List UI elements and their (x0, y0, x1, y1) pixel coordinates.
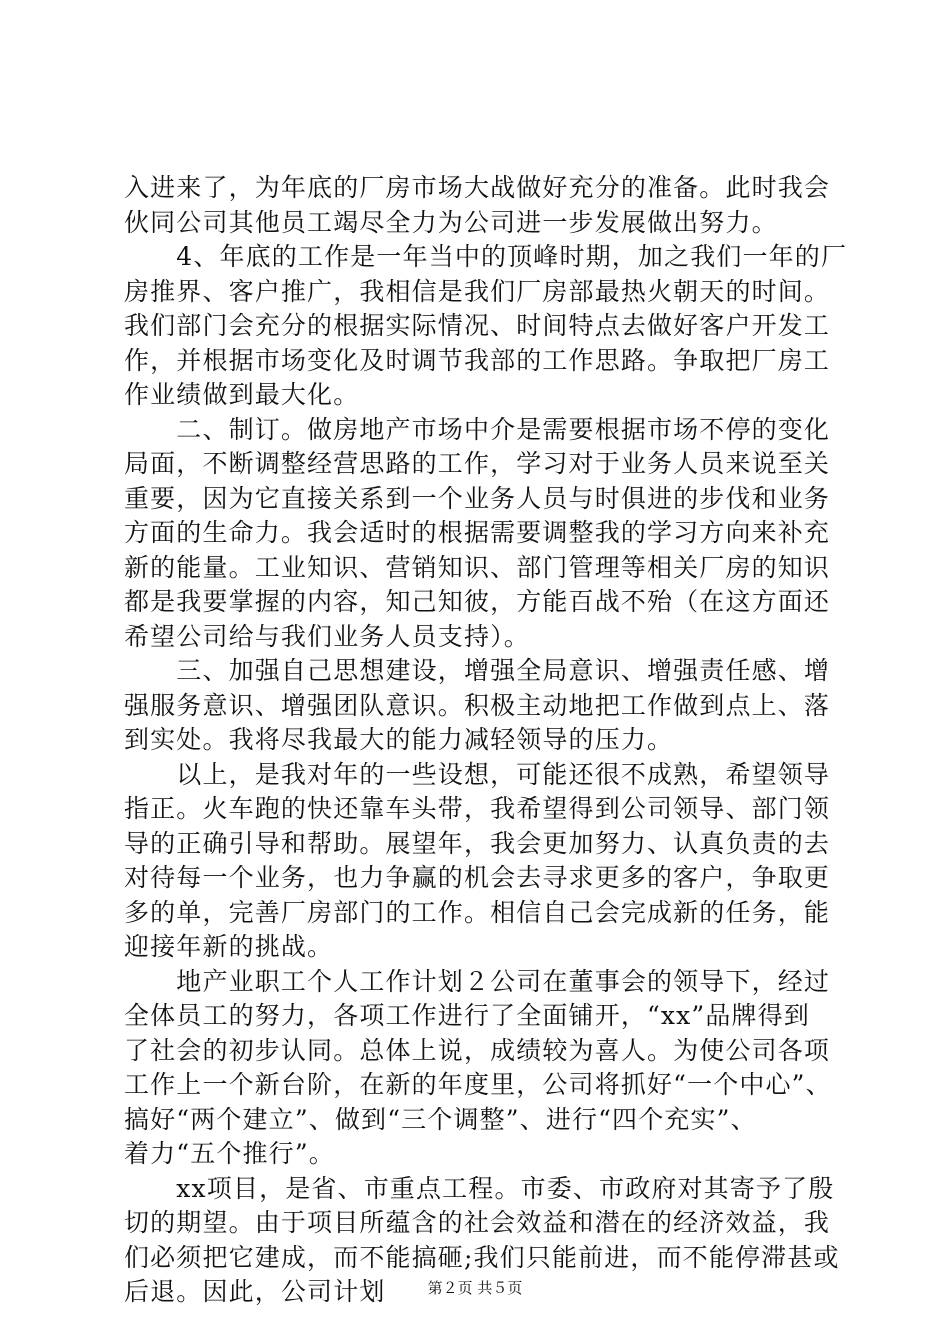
text-line: xx项目，是省、市重点工程。市委、市政府对其寄予了殷 (124, 1173, 835, 1203)
text-line: 迎接年新的挑战。 (124, 932, 334, 961)
text-line: 作，并根据市场变化及时调节我部的工作思路。争取把厂房工 (124, 345, 831, 375)
text-line: 导的正确引导和帮助。展望年，我会更加努力、认真负责的去 (124, 828, 831, 858)
text-line: 着力“五个推行”。 (124, 1139, 335, 1168)
text-line: 作业绩做到最大化。 (124, 380, 360, 409)
text-line: 房推界、客户推广，我相信是我们厂房部最热火朝天的时间。 (124, 276, 831, 306)
text-line: 了社会的初步认同。总体上说，成绩较为喜人。为使公司各项 (124, 1035, 831, 1065)
text-line: 入进来了，为年底的厂房市场大战做好充分的准备。此时我会 (124, 173, 831, 202)
text-line: 方面的生命力。我会适时的根据需要调整我的学习方向来补充 (124, 518, 831, 547)
text-line: 切的期望。由于项目所蕴含的社会效益和潜在的经济效益，我 (124, 1208, 831, 1237)
text-line: 指正。火车跑的快还靠车头带，我希望得到公司领导、部门领 (124, 794, 831, 823)
text-line: 局面，不断调整经营思路的工作，学习对于业务人员来说至关 (124, 449, 831, 478)
text-line: 全体员工的努力，各项工作进行了全面铺开，“xx”品牌得到 (124, 1001, 810, 1030)
text-line: 伙同公司其他员工竭尽全力为公司进一步发展做出努力。 (124, 207, 778, 237)
text-line: 希望公司给与我们业务人员支持）。 (124, 621, 530, 651)
text-line: 们必须把它建成，而不能搞砸;我们只能前进，而不能停滞甚或 (124, 1242, 840, 1272)
text-line: 都是我要掌握的内容，知己知彼，方能百战不殆（在这方面还 (124, 587, 831, 616)
page-footer (0, 1278, 950, 1298)
text-line: 4、年底的工作是一年当中的顶峰时期，加之我们一年的厂 (124, 242, 848, 271)
text-line: 新的能量。工业知识、营销知识、部门管理等相关厂房的知识 (124, 552, 831, 582)
text-line: 以上，是我对年的一些设想，可能还很不成熟，希望领导 (124, 759, 831, 789)
text-line: 重要，因为它直接关系到一个业务人员与时俱进的步伐和业务 (124, 483, 831, 513)
text-line: 对待每一个业务，也力争赢的机会去寻求更多的客户，争取更 (124, 863, 831, 892)
text-line: 三、加强自己思想建设，增强全局意识、增强责任感、增 (124, 656, 831, 685)
text-line: 搞好“两个建立”、做到“三个调整”、进行“四个充实”、 (124, 1104, 757, 1134)
page-number-label: 第２页 共５页 (427, 1279, 523, 1297)
text-line: 到实处。我将尽我最大的能力减轻领导的压力。 (124, 725, 674, 754)
text-line: 多的单，完善厂房部门的工作。相信自己会完成新的任务，能 (124, 897, 831, 927)
document-body (124, 171, 848, 1310)
text-line: 二、制订。做房地产市场中介是需要根据市场不停的变化 (124, 414, 831, 444)
text-line: 后退。因此，公司计划 (124, 1277, 386, 1306)
text-line: 我们部门会充分的根据实际情况、时间特点去做好客户开发工 (124, 311, 831, 340)
text-line: 工作上一个新台阶，在新的年度里，公司将抓好“一个中心”、 (124, 1070, 832, 1099)
text-line: 地产业职工个人工作计划２公司在董事会的领导下，经过 (124, 966, 831, 996)
text-line: 强服务意识、增强团队意识。积极主动地把工作做到点上、落 (124, 690, 831, 720)
